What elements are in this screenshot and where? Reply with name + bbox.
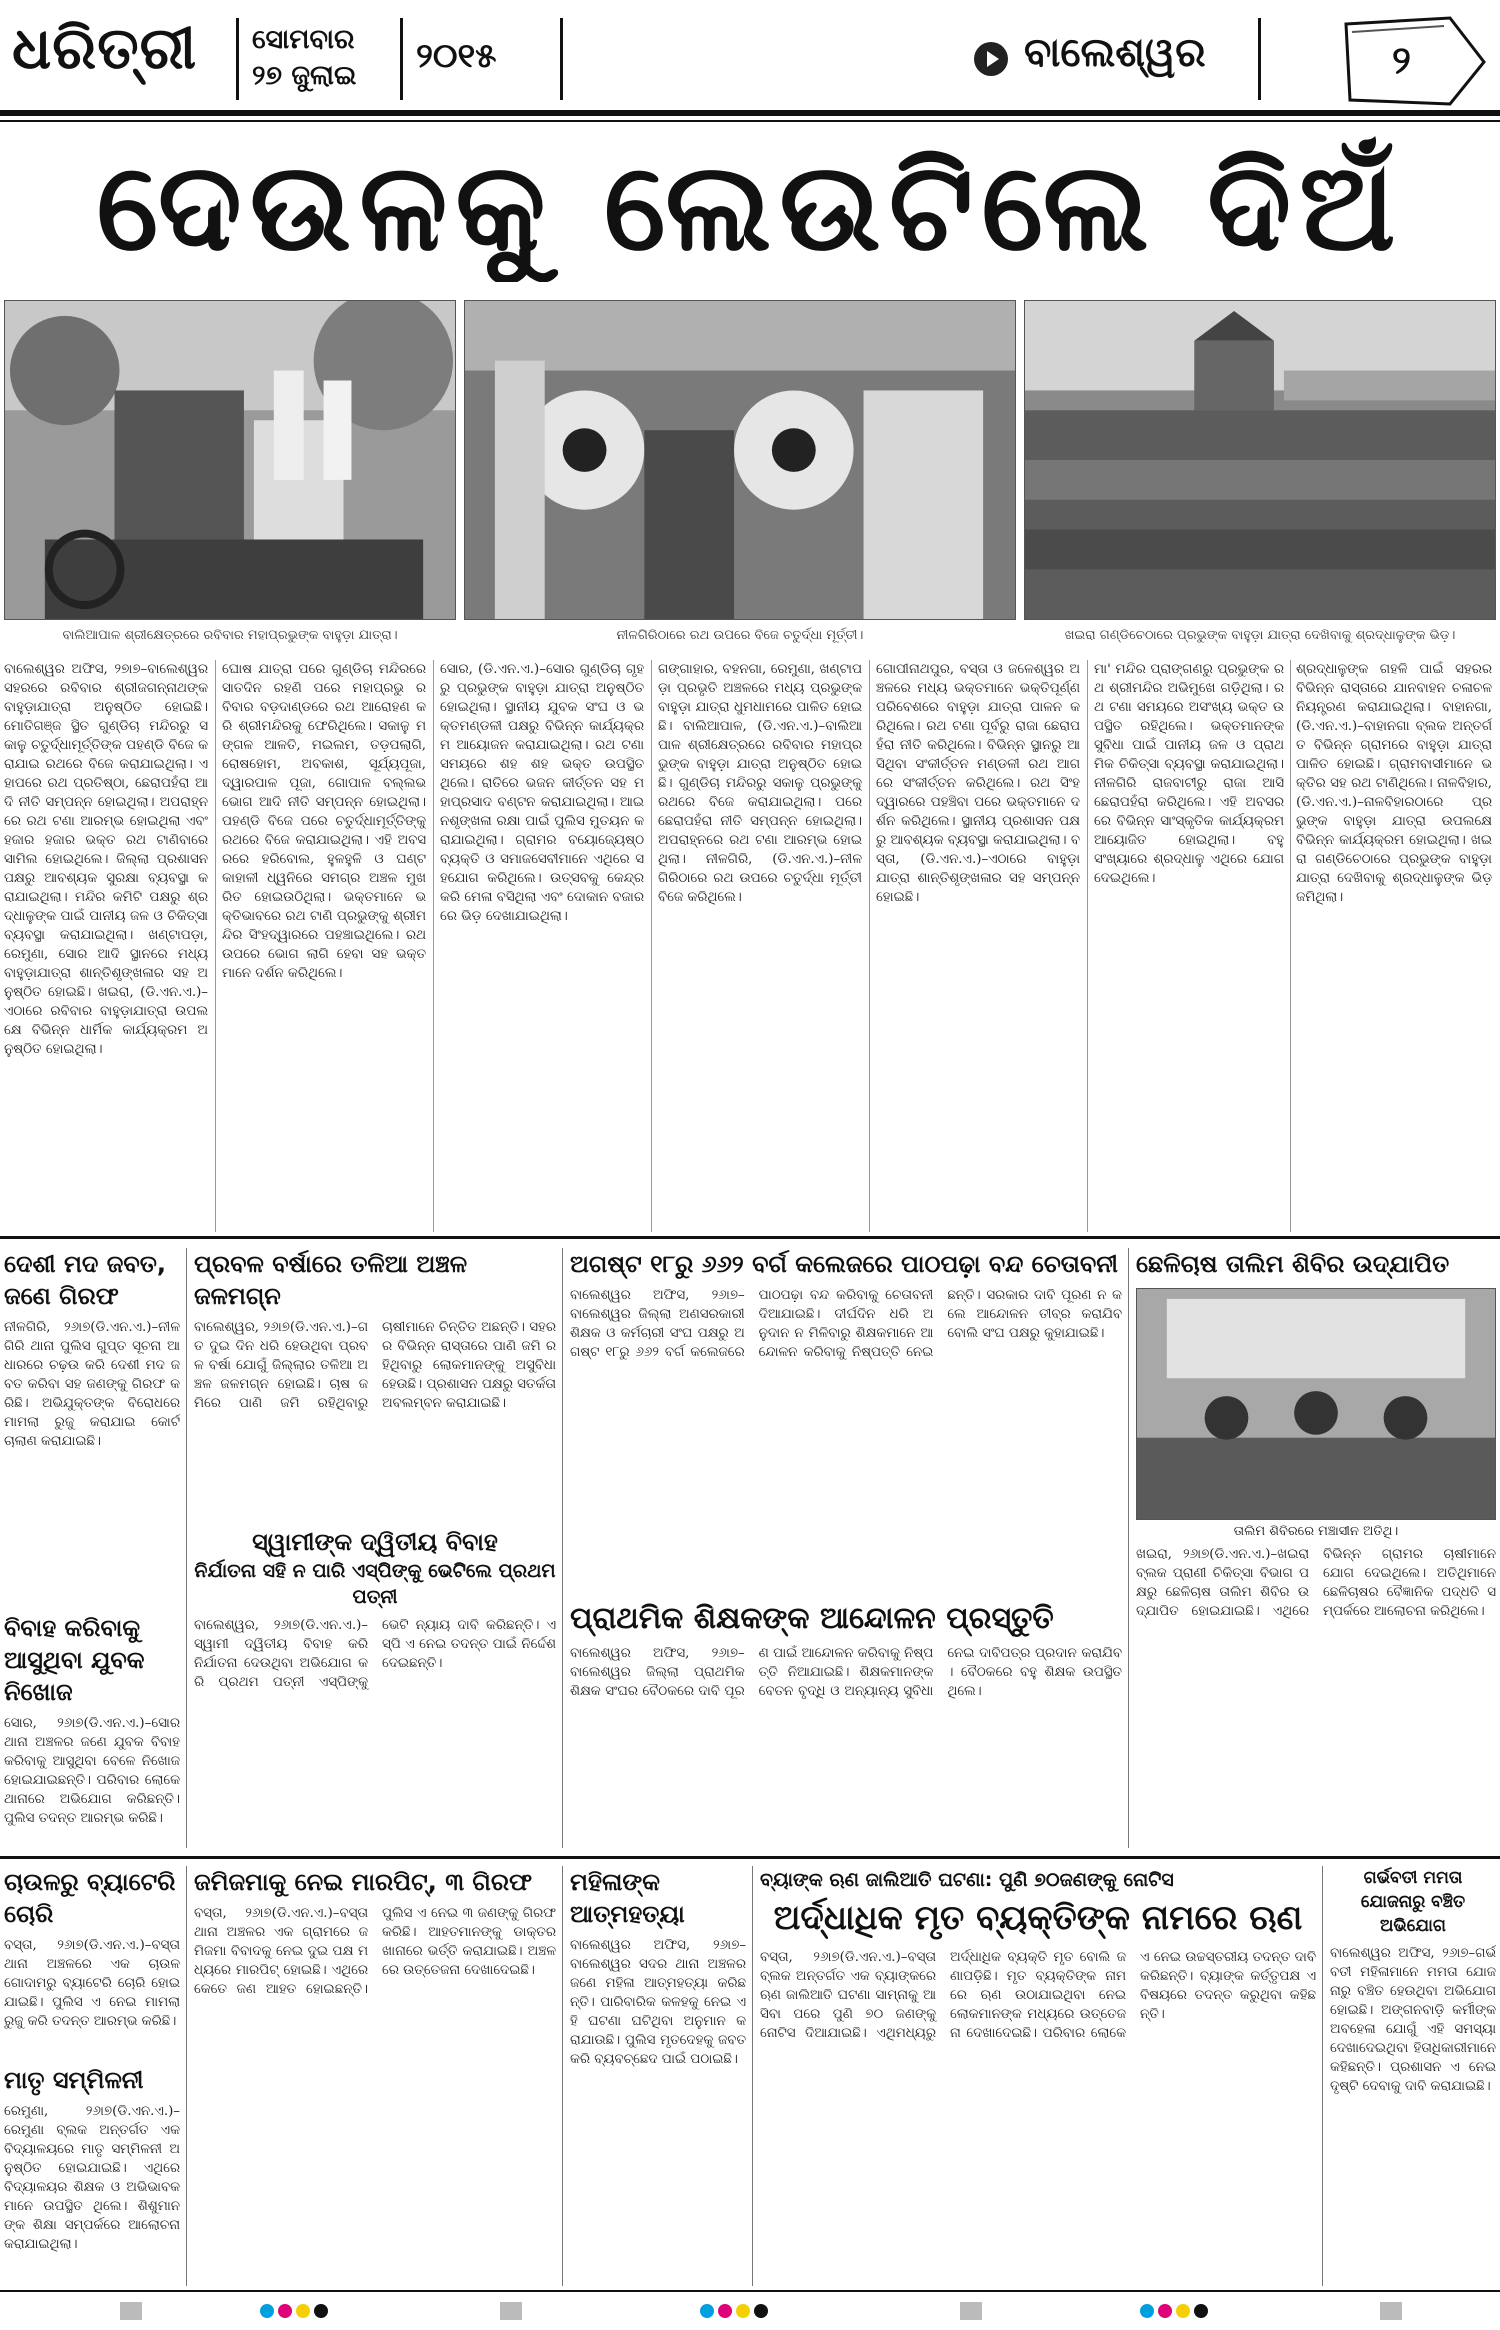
story-text: ବାଲେଶ୍ୱର ଅଫିସ, ୨୬ା୭–ବାଲେଶ୍ୱର ଜିଲ୍ଲା ଅଣସରକାରୀ ଶିକ୍ଷକ ଓ କର୍ମଚାରୀ ସଂଘ ପକ୍ଷରୁ ଅଗଷ୍ଟ ୧୮ରୁ ୬୬୨ ବର୍ଗ କଲେଜରେ ପାଠପଢ଼ା ବନ୍ଦ କରିବାକୁ ଚେତାବନୀ ଦିଆଯାଇଛି। ଦୀର୍ଘଦିନ ଧରି ଅନୁଦାନ ନ ମିଳିବାରୁ ଶିକ୍ଷକମାନେ ଆନ୍ଦୋଳନ କରିବାକୁ ନିଷ୍ପତ୍ତି ନେଇଛନ୍ତି। ସରକାର ଦାବି ପୂରଣ ନ କଲେ ଆନ୍ଦୋଳନ ତୀବ୍ର କରାଯିବ ବୋଲି ସଂଘ ପକ୍ଷରୁ କୁହାଯାଇଛି।: [570, 1288, 1122, 1360]
story-title: ବିବାହ କରିବାକୁ ଆସୁଥିବା ଯୁବକ ନିଖୋଜ: [4, 1614, 145, 1706]
footer-rule: [0, 2290, 1500, 2292]
story-text: ବାଲେଶ୍ୱର, ୨୬ା୭(ଡି.ଏନ.ଏ.)–ଗତ ଦୁଇ ଦିନ ଧରି ହେଉଥିବା ପ୍ରବଳ ବର୍ଷା ଯୋଗୁଁ ଜିଲ୍ଲାର ତଳିଆ ଅଞ୍ଚଳ ଜଳମଗ୍ନ ହୋଇଛି। ଚାଷ ଜମିରେ ପାଣି ଜମି ରହିଥିବାରୁ ଚାଷୀମାନେ ଚିନ୍ତିତ ଅଛନ୍ତି। ସହରର ବିଭିନ୍ନ ରାସ୍ତାରେ ପାଣି ଜମି ରହିଥିବାରୁ ଲୋକମାନଙ୍କୁ ଅସୁବିଧା ହେଉଛି। ପ୍ରଶାସନ ପକ୍ଷରୁ ସତର୍କତା ଅବଲମ୍ବନ କରାଯାଇଛି।: [194, 1320, 556, 1411]
story-land-dispute: [194, 1866, 556, 2286]
story-column: ଗଙ୍ଗାହାର, ବହନଗା, ରେମୁଣା, ଖଣ୍ଟାପଡ଼ା ପ୍ରଭୃତି ଅଞ୍ଚଳରେ ମଧ୍ୟ ପ୍ରଭୁଙ୍କ ବାହୁଡ଼ା ଯାତ୍ରା ଧୁମଧାମରେ ପାଳିତ ହୋଇଛି। ବାଲିଆପାଳ, (ଡି.ଏନ.ଏ.)–ବାଲିଆପାଳ ଶ୍ରୀକ୍ଷେତ୍ରରେ ରବିବାର ମହାପ୍ରଭୁଙ୍କ ବାହୁଡ଼ା ଯାତ୍ରା ଅନୁଷ୍ଠିତ ହୋଇଛି। ଗୁଣ୍ଡିଚା ମନ୍ଦିରରୁ ସକାଳୁ ପ୍ରଭୁଙ୍କୁ ରଥରେ ବିଜେ କରାଯାଇଥିଲା। ପରେ ଛେରାପହଁରା ନୀତି ସମ୍ପନ୍ନ ହୋଇଥିଲା। ଅପରାହ୍ନରେ ରଥ ଟଣା ଆରମ୍ଭ ହୋଇଥିଲା। ନୀଳଗିରି, (ଡି.ଏନ.ଏ.)–ନୀଳଗିରିଠାରେ ରଥ ଉପରେ ଚତୁର୍ଦ୍ଧା ମୂର୍ତ୍ତୀ ବିଜେ କରିଥିଲେ।: [658, 662, 862, 905]
column-rule: [1128, 1248, 1129, 1848]
story-text: ରେମୁଣା, ୨୬ା୭(ଡି.ଏନ.ଏ.)–ରେମୁଣା ବ୍ଲକ ଅନ୍ତର୍ଗତ ଏକ ବିଦ୍ୟାଳୟରେ ମାତୃ ସମ୍ମିଳନୀ ଅନୁଷ୍ଠିତ ହୋଇଯାଇଛି। ଏଥିରେ ବିଦ୍ୟାଳୟର ଶିକ୍ଷକ ଓ ଅଭିଭାବକମାନେ ଉପସ୍ଥିତ ଥିଲେ। ଶିଶୁମାନଙ୍କ ଶିକ୍ଷା ସମ୍ପର୍କରେ ଆଲୋଚନା କରାଯାଇଥିଲା।: [4, 2104, 180, 2252]
masthead-rule-thin: [0, 120, 1500, 122]
story-title: ଅଗଷ୍ଟ ୧୮ରୁ ୬୬୨ ବର୍ଗ କଲେଜରେ ପାଠପଢ଼ା ବନ୍ଦ ଚେତାବନୀ: [570, 1250, 1118, 1278]
story-title: ମାତୃ ସମ୍ମିଳନୀ: [4, 2066, 144, 2094]
issue-year: ୨୦୧୫: [416, 36, 497, 76]
yellow-dot: [736, 2304, 750, 2318]
gray-mark: [1380, 2302, 1402, 2320]
divider: [236, 18, 239, 100]
issue-date: ୨୭ ଜୁଲାଇ: [252, 60, 357, 91]
photo-training-camp: [1136, 1288, 1496, 1520]
photo-caption: ତାଲିମ ଶିବିରରେ ମଞ୍ଚାସୀନ ଅତିଥି।: [1233, 1524, 1399, 1539]
photo-caption: ନୀଳଗିରିଠାରେ ରଥ ଉପରେ ବିଜେ ଚତୁର୍ଦ୍ଧା ମୂର୍ତ୍ତୀ।: [616, 628, 864, 643]
photo-crowd-khaira: [1024, 300, 1496, 620]
story-text: ସୋର, ୨୬ା୭(ଡି.ଏନ.ଏ.)–ସୋର ଥାନା ଅଞ୍ଚଳର ଜଣେ ଯୁବକ ବିବାହ କରିବାକୁ ଆସୁଥିବା ବେଳେ ନିଖୋଜ ହୋଇଯାଇଛନ୍ତି। ପରିବାର ଲୋକେ ଥାନାରେ ଅଭିଯୋଗ କରିଛନ୍ତି। ପୁଲିସ ତଦନ୍ତ ଆରମ୍ଭ କରିଛି।: [4, 1716, 180, 1826]
column-rule: [651, 660, 652, 1232]
story-liquor-seized: [4, 1248, 180, 1604]
photo-deities-nilagiri: [464, 300, 1016, 620]
gray-mark: [120, 2302, 142, 2320]
column-rule: [562, 1866, 563, 2286]
play-icon: [974, 42, 1008, 76]
story-goat-farming: [1136, 1248, 1496, 1848]
story-text: ବାଲେଶ୍ୱର ଅଫିସ, ୨୬ା୭–ଗର୍ଭବତୀ ମହିଳାମାନେ ମମତା ଯୋଜନାରୁ ବଞ୍ଚିତ ହେଉଥିବା ଅଭିଯୋଗ ହୋଇଛି। ଅଙ୍ଗନବାଡ଼ି କର୍ମୀଙ୍କ ଅବହେଳା ଯୋଗୁଁ ଏହି ସମସ୍ୟା ଦେଖାଦେଇଥିବା ହିତାଧିକାରୀମାନେ କହିଛନ୍ତି। ପ୍ରଶାସନ ଏ ନେଇ ଦୃଷ୍ଟି ଦେବାକୁ ଦାବି କରାଯାଇଛି।: [1330, 1946, 1496, 2094]
column-rule: [1290, 660, 1291, 1232]
column-rule: [869, 660, 870, 1232]
masthead: [0, 0, 1500, 118]
story-woman-suicide: [570, 1866, 746, 2286]
divider: [1258, 18, 1261, 100]
story-college-closure: [570, 1248, 1122, 1594]
story-second-marriage: [194, 1526, 556, 1848]
story-column: ଗୋପୀନାଥପୁର, ବସ୍ତା ଓ ଜଳେଶ୍ୱର ଅଞ୍ଚଳରେ ମଧ୍ୟ ଭକ୍ତମାନେ ଭକ୍ତିପୂର୍ଣ୍ଣ ପରିବେଶରେ ବାହୁଡ଼ା ଯାତ୍ରା ପାଳନ କରିଥିଲେ। ରଥ ଟଣା ପୂର୍ବରୁ ରାଜା ଛେରାପହଁରା ନୀତି କରିଥିଲେ। ବିଭିନ୍ନ ସ୍ଥାନରୁ ଆସିଥିବା ସଂକୀର୍ତ୍ତନ ମଣ୍ଡଳୀ ରଥ ଆଗରେ ସଂକୀର୍ତ୍ତନ କରିଥିଲେ। ରଥ ସିଂହଦ୍ୱାରରେ ପହଞ୍ଚିବା ପରେ ଭକ୍ତମାନେ ଦର୍ଶନ କରିଥିଲେ। ସ୍ଥାନୀୟ ପ୍ରଶାସନ ପକ୍ଷରୁ ଆବଶ୍ୟକ ବ୍ୟବସ୍ଥା କରାଯାଇଥିଲା। ବସ୍ତା, (ଡି.ଏନ.ଏ.)–ଏଠାରେ ବାହୁଡ଼ା ଯାତ୍ରା ଶାନ୍ତିଶୃଙ୍ଖଳାର ସହ ସମ୍ପନ୍ନ ହୋଇଛି।: [876, 662, 1080, 905]
story-mother-meet: [4, 2064, 180, 2286]
story-text: ନୀଳଗିରି, ୨୬ା୭(ଡି.ଏନ.ଏ.)–ନୀଳଗିରି ଥାନା ପୁଲିସ ଗୁପ୍ତ ସୂଚନା ଆଧାରରେ ଚଢ଼ଉ କରି ଦେଶୀ ମଦ ଜବତ କରିବା ସହ ଜଣଙ୍କୁ ଗିରଫ କରିଛି। ଅଭିଯୁକ୍ତଙ୍କ ବିରୋଧରେ ମାମଲା ରୁଜୁ କରାଯାଇ କୋର୍ଟ ଚାଲାଣ କରାଯାଇଛି।: [4, 1320, 180, 1449]
black-dot: [1194, 2304, 1208, 2318]
gray-mark: [500, 2302, 522, 2320]
story-title: ପ୍ରବଳ ବର୍ଷାରେ ତଳିଆ ଅଞ୍ଚଳ ଜଳମଗ୍ନ: [194, 1250, 468, 1310]
main-headline: ଦେଉଳକୁ ଲେଉଟିଲେ ଦିଅଁ: [96, 136, 1404, 278]
story-text: ବସ୍ତା, ୨୬ା୭(ଡି.ଏନ.ଏ.)–ବସ୍ତା ଥାନା ଅଞ୍ଚଳରେ ଏକ ଚାଉଳ ଗୋଦାମରୁ ବ୍ୟାଟେରି ଚୋରି ହୋଇଯାଇଛି। ପୁଲିସ ଏ ନେଇ ମାମଲା ରୁଜୁ କରି ତଦନ୍ତ ଆରମ୍ଭ କରିଛି।: [4, 1938, 180, 2029]
story-mamata-scheme: [1330, 1866, 1496, 2286]
story-column: ସୋର, (ଡି.ଏନ.ଏ.)–ସୋର ଗୁଣ୍ଡିଚା ଗୃହରୁ ପ୍ରଭୁଙ୍କ ବାହୁଡ଼ା ଯାତ୍ରା ଅନୁଷ୍ଠିତ ହୋଇଥିଲା। ସ୍ଥାନୀୟ ଯୁବକ ସଂଘ ଓ ଭକ୍ତମଣ୍ଡଳୀ ପକ୍ଷରୁ ବିଭିନ୍ନ କାର୍ଯ୍ୟକ୍ରମ ଆୟୋଜନ କରାଯାଇଥିଲା। ରଥ ଟଣା ସମୟରେ ଶହ ଶହ ଭକ୍ତ ଉପସ୍ଥିତ ଥିଲେ। ରାତିରେ ଭଜନ କୀର୍ତ୍ତନ ସହ ମହାପ୍ରସାଦ ବଣ୍ଟନ କରାଯାଇଥିଲା। ଆଇନଶୃଙ୍ଖଳା ରକ୍ଷା ପାଇଁ ପୁଲିସ ମୁତୟନ କରାଯାଇଥିଲା। ଗ୍ରାମର ବୟୋଜ୍ୟେଷ୍ଠ ବ୍ୟକ୍ତି ଓ ସମାଜସେବୀମାନେ ଏଥିରେ ସହଯୋଗ କରିଥିଲେ। ଉତ୍ସବକୁ କେନ୍ଦ୍ର କରି ମେଳା ବସିଥିଲା ଏବଂ ଦୋକାନ ବଜାରରେ ଭିଡ଼ ଦେଖାଯାଇଥିଲା।: [440, 662, 644, 924]
column-rule: [752, 1866, 753, 2286]
print-marks: [0, 2294, 1500, 2330]
column-rule: [215, 660, 216, 1232]
main-story: [4, 660, 1496, 1232]
story-title: ଅର୍ଦ୍ଧାଧିକ ମୃତ ବ୍ୟକ୍ତିଙ୍କ ନାମରେ ଋଣ: [773, 1898, 1303, 1938]
story-title: ସ୍ୱାମୀଙ୍କ ଦ୍ୱିତୀୟ ବିବାହ: [252, 1528, 498, 1556]
column-rule: [1087, 660, 1088, 1232]
story-title: ଜମିଜମାକୁ ନେଇ ମାରପିଟ୍, ୩ ଗିରଫ: [194, 1868, 533, 1896]
story-text: ବସ୍ତା, ୨୬ା୭(ଡି.ଏନ.ଏ.)–ବସ୍ତା ବ୍ଲକ ଅନ୍ତର୍ଗତ ଏକ ବ୍ୟାଙ୍କରେ ଋଣ ଜାଲିଆତି ଘଟଣା ସାମ୍ନାକୁ ଆସିବା ପରେ ପୁଣି ୭୦ ଜଣଙ୍କୁ ନୋଟିସ ଦିଆଯାଇଛି। ଏଥିମଧ୍ୟରୁ ଅର୍ଦ୍ଧାଧିକ ବ୍ୟକ୍ତି ମୃତ ବୋଲି ଜଣାପଡ଼ିଛି। ମୃତ ବ୍ୟକ୍ତିଙ୍କ ନାମରେ ଋଣ ଉଠାଯାଇଥିବା ନେଇ ଲୋକମାନଙ୍କ ମଧ୍ୟରେ ଉତ୍ତେଜନା ଦେଖାଦେଇଛି। ପରିବାର ଲୋକେ ଏ ନେଇ ଉଚ୍ଚସ୍ତରୀୟ ତଦନ୍ତ ଦାବି କରିଛନ୍ତି। ବ୍ୟାଙ୍କ କର୍ତ୍ତୃପକ୍ଷ ଏ ବିଷୟରେ ତଦନ୍ତ କରୁଥିବା କହିଛନ୍ତି।: [760, 1950, 1316, 2041]
story-column: ମା' ମନ୍ଦିର ପ୍ରାଙ୍ଗଣରୁ ପ୍ରଭୁଙ୍କ ରଥ ଶ୍ରୀମନ୍ଦିର ଅଭିମୁଖେ ଗଡ଼ିଥିଲା। ରଥ ଟଣା ସମୟରେ ଅସଂଖ୍ୟ ଭକ୍ତ ଉପସ୍ଥିତ ରହିଥିଲେ। ଭକ୍ତମାନଙ୍କ ସୁବିଧା ପାଇଁ ପାନୀୟ ଜଳ ଓ ପ୍ରାଥମିକ ଚିକିତ୍ସା ବ୍ୟବସ୍ଥା କରାଯାଇଥିଲା। ନୀଳଗିରି ରାଜବାଟୀରୁ ରାଜା ଆସି ଛେରାପହଁରା କରିଥିଲେ। ଏହି ଅବସରରେ ବିଭିନ୍ନ ସାଂସ୍କୃତିକ କାର୍ଯ୍ୟକ୍ରମ ଆୟୋଜିତ ହୋଇଥିଲା। ବହୁ ସଂଖ୍ୟାରେ ଶ୍ରଦ୍ଧାଳୁ ଏଥିରେ ଯୋଗଦେଇଥିଲେ।: [1094, 662, 1284, 886]
cyan-dot: [700, 2304, 714, 2318]
photo-caption: ବାଲିଆପାଳ ଶ୍ରୀକ୍ଷେତ୍ରରେ ରବିବାର ମହାପ୍ରଭୁଙ୍କ ବାହୁଡ଼ା ଯାତ୍ରା।: [62, 628, 398, 643]
story-youth-missing: [4, 1612, 180, 1848]
story-title: ଦେଶୀ ମଦ ଜବତ, ଜଣେ ଗିରଫ: [4, 1250, 166, 1310]
story-column: ଶ୍ରଦ୍ଧାଳୁଙ୍କ ଗହଳି ପାଇଁ ସହରର ବିଭିନ୍ନ ରାସ୍ତାରେ ଯାନବାହନ ଚଳାଚଳ ନିୟନ୍ତ୍ରଣ କରାଯାଇଥିଲା। ବାହାନଗା, (ଡି.ଏନ.ଏ.)–ବାହାନଗା ବ୍ଲକ ଅନ୍ତର୍ଗତ ବିଭିନ୍ନ ଗ୍ରାମରେ ବାହୁଡ଼ା ଯାତ୍ରା ପାଳିତ ହୋଇଛି। ଗ୍ରାମବାସୀମାନେ ଭକ୍ତିର ସହ ରଥ ଟାଣିଥିଲେ। ନାଳବିହାର, (ଡି.ଏନ.ଏ.)–ନାଳବିହାରଠାରେ ପ୍ରଭୁଙ୍କ ବାହୁଡ଼ା ଯାତ୍ରା ଉପଲକ୍ଷେ ବିଭିନ୍ନ କାର୍ଯ୍ୟକ୍ରମ ହୋଇଥିଲା। ଖଇରା ଗଣ୍ଡିଚେଠାରେ ପ୍ରଭୁଙ୍କ ବାହୁଡ଼ା ଯାତ୍ରା ଦେଖିବାକୁ ଶ୍ରଦ୍ଧାଳୁଙ୍କ ଭିଡ଼ ଜମିଥିଲା।: [1296, 662, 1492, 905]
photo-rath-baliapal: [4, 300, 456, 620]
story-title: ପ୍ରାଥମିକ ଶିକ୍ଷକଙ୍କ ଆନ୍ଦୋଳନ ପ୍ରସ୍ତୁତି: [570, 1601, 1054, 1636]
column-rule: [1322, 1866, 1323, 2286]
story-text: ଖଇରା, ୨୬ା୭(ଡି.ଏନ.ଏ.)–ଖଇରା ବ୍ଲକ ପ୍ରାଣୀ ଚିକିତ୍ସା ବିଭାଗ ପକ୍ଷରୁ ଛେଳିଚାଷ ତାଲିମ ଶିବିର ଉଦ୍‌ଯାପିତ ହୋଇଯାଇଛି। ଏଥିରେ ବିଭିନ୍ନ ଗ୍ରାମର ଚାଷୀମାନେ ଯୋଗ ଦେଇଥିଲେ। ଅତିଥିମାନେ ଛେଳିଚାଷର ବୈଜ୍ଞାନିକ ପଦ୍ଧତି ସମ୍ପର୍କରେ ଆଲୋଚନା କରିଥିଲେ।: [1136, 1547, 1496, 1619]
newspaper-logo: ଧରିତ୍ରୀ: [12, 14, 198, 82]
black-dot: [754, 2304, 768, 2318]
story-text: ବାଲେଶ୍ୱର, ୨୬ା୭(ଡି.ଏନ.ଏ.)–ସ୍ୱାମୀ ଦ୍ୱିତୀୟ ବିବାହ କରି ନିର୍ଯାତନା ଦେଉଥିବା ଅଭିଯୋଗ କରି ପ୍ରଥମ ପତ୍ନୀ ଏସ୍‌ପିଙ୍କୁ ଭେଟି ନ୍ୟାୟ ଦାବି କରିଛନ୍ତି। ଏସ୍‌ପି ଏ ନେଇ ତଦନ୍ତ ପାଇଁ ନିର୍ଦ୍ଦେଶ ଦେଇଛନ୍ତି।: [194, 1618, 556, 1690]
edition-name: ବାଲେଶ୍ୱର: [1024, 30, 1206, 76]
story-column: ଘୋଷ ଯାତ୍ରା ପରେ ଗୁଣ୍ଡିଚା ମନ୍ଦିରରେ ସାତଦିନ ରହଣି ପରେ ମହାପ୍ରଭୁ ରବିବାର ବଡ଼ଦାଣ୍ଡରେ ରଥ ଆରୋହଣ କରି ଶ୍ରୀମନ୍ଦିରକୁ ଫେରିଥିଲେ। ସକାଳୁ ମଙ୍ଗଳ ଆଳତି, ମଇଲମ, ତଡ଼ପଲାଗି, ରୋଷହୋମ, ଅବକାଶ, ସୂର୍ଯ୍ୟପୂଜା, ଦ୍ୱାରପାଳ ପୂଜା, ଗୋପାଳ ବଲ୍ଲଭ ଭୋଗ ଆଦି ନୀତି ସମ୍ପନ୍ନ ହୋଇଥିଲା। ପହଣ୍ଡି ବିଜେ ପରେ ଚତୁର୍ଦ୍ଧାମୂର୍ତ୍ତିଙ୍କୁ ରଥରେ ବିଜେ କରାଯାଇଥିଲା। ଏହି ଅବସରରେ ହରିବୋଲ, ହୁଳହୁଳି ଓ ଘଣ୍ଟ କାହାଳୀ ଧ୍ୱନିରେ ସମଗ୍ର ଅଞ୍ଚଳ ମୁଖରିତ ହୋଇଉଠିଥିଲା। ଭକ୍ତମାନେ ଭକ୍ତିଭାବରେ ରଥ ଟାଣି ପ୍ରଭୁଙ୍କୁ ଶ୍ରୀମନ୍ଦିର ସିଂହଦ୍ୱାରରେ ପହଞ୍ଚାଇଥିଲେ। ରଥ ଉପରେ ଭୋଗ ଲାଗି ହେବା ସହ ଭକ୍ତମାନେ ଦର୍ଶନ କରିଥିଲେ।: [222, 662, 426, 981]
story-battery-theft: [4, 1866, 180, 2056]
issue-day: [252, 22, 356, 94]
photo-caption: ଖଇରା ଗଣ୍ଡିଚେଠାରେ ପ୍ରଭୁଙ୍କ ବାହୁଡ଼ା ଯାତ୍ରା ଦେଖିବାକୁ ଶ୍ରଦ୍ଧାଳୁଙ୍କ ଭିଡ଼।: [1064, 628, 1456, 643]
column-rule: [433, 660, 434, 1232]
magenta-dot: [278, 2304, 292, 2318]
issue-weekday: ସୋମବାର: [252, 24, 355, 55]
story-subtitle: ନିର୍ଯାତନା ସହି ନ ପାରି ଏସ୍‌ପିଙ୍କୁ ଭେଟିଲେ ପ୍ରଥମ ପତ୍ନୀ: [194, 1560, 556, 1608]
page-number-box: [1340, 14, 1490, 110]
story-column: ବାଲେଶ୍ୱର ଅଫିସ, ୨୭ା୭–ବାଲେଶ୍ୱର ସହରରେ ରବିବାର ଶ୍ରୀଜଗନ୍ନାଥଙ୍କ ବାହୁଡ଼ାଯାତ୍ରା ଅନୁଷ୍ଠିତ ହୋଇଛି। ମୋତିଗଞ୍ଜ ସ୍ଥିତ ଗୁଣ୍ଡିଚା ମନ୍ଦିରରୁ ସକାଳୁ ଚତୁର୍ଦ୍ଧାମୂର୍ତ୍ତିଙ୍କ ପହଣ୍ଡି ବିଜେ କରାଯାଇ ରଥରେ ବିଜେ କରାଯାଇଥିଲା। ଏହାପରେ ରଥ ପ୍ରତିଷ୍ଠା, ଛେରାପହଁରା ଆଦି ନୀତି ସମ୍ପନ୍ନ ହୋଇଥିଲା। ଅପରାହ୍ନରେ ରଥ ଟଣା ଆରମ୍ଭ ହୋଇଥିଲା ଏବଂ ହଜାର ହଜାର ଭକ୍ତ ରଥ ଟାଣିବାରେ ସାମିଲ ହୋଇଥିଲେ। ଜିଲ୍ଲା ପ୍ରଶାସନ ପକ୍ଷରୁ ଆବଶ୍ୟକ ସୁରକ୍ଷା ବ୍ୟବସ୍ଥା କରାଯାଇଥିଲା। ମନ୍ଦିର କମିଟି ପକ୍ଷରୁ ଶ୍ରଦ୍ଧାଳୁଙ୍କ ପାଇଁ ପାନୀୟ ଜଳ ଓ ଚିକିତ୍ସା ବ୍ୟବସ୍ଥା କରାଯାଇଥିଲା। ଖଣ୍ଟାପଡ଼ା, ରେମୁଣା, ସୋର ଆଦି ସ୍ଥାନରେ ମଧ୍ୟ ବାହୁଡ଼ାଯାତ୍ରା ଶାନ୍ତିଶୃଙ୍ଖଳାର ସହ ଅନୁଷ୍ଠିତ ହୋଇଛି। ଖଇରା, (ଡି.ଏନ.ଏ.)–ଏଠାରେ ରବିବାର ବାହୁଡ଼ାଯାତ୍ରା ଉପଲକ୍ଷେ ବିଭିନ୍ନ ଧାର୍ମିକ କାର୍ଯ୍ୟକ୍ରମ ଅନୁଷ୍ଠିତ ହୋଇଥିଲା।: [4, 662, 208, 1057]
cyan-dot: [1140, 2304, 1154, 2318]
black-dot: [314, 2304, 328, 2318]
section-rule: [0, 1856, 1500, 1859]
story-text: ବସ୍ତା, ୨୬ା୭(ଡି.ଏନ.ଏ.)–ବସ୍ତା ଥାନା ଅଞ୍ଚଳର ଏକ ଗ୍ରାମରେ ଜମିଜମା ବିବାଦକୁ ନେଇ ଦୁଇ ପକ୍ଷ ମଧ୍ୟରେ ମାରପିଟ୍ ହୋଇଛି। ଏଥିରେ କେତେ ଜଣ ଆହତ ହୋଇଛନ୍ତି। ପୁଲିସ ଏ ନେଇ ୩ ଜଣଙ୍କୁ ଗିରଫ କରିଛି। ଆହତମାନଙ୍କୁ ଡାକ୍ତରଖାନାରେ ଭର୍ତ୍ତି କରାଯାଇଛି। ଅଞ୍ଚଳରେ ଉତ୍ତେଜନା ଦେଖାଦେଇଛି।: [194, 1906, 556, 1997]
story-teacher-agitation: [570, 1600, 1122, 1848]
column-rule: [186, 1866, 187, 2286]
section-rule: [0, 1236, 1500, 1239]
page-number: ୨: [1392, 38, 1411, 82]
magenta-dot: [1158, 2304, 1172, 2318]
page-tab-icon: [1340, 14, 1490, 110]
story-title: ଛେଳିଚାଷ ତାଲିମ ଶିବିର ଉଦ୍‌ଯାପିତ: [1136, 1250, 1450, 1278]
story-text: ବାଲେଶ୍ୱର ଅଫିସ, ୨୬ା୭–ବାଲେଶ୍ୱର ଜିଲ୍ଲା ପ୍ରାଥମିକ ଶିକ୍ଷକ ସଂଘର ବୈଠକରେ ଦାବି ପୂରଣ ପାଇଁ ଆନ୍ଦୋଳନ କରିବାକୁ ନିଷ୍ପତ୍ତି ନିଆଯାଇଛି। ଶିକ୍ଷକମାନଙ୍କ ବେତନ ବୃଦ୍ଧି ଓ ଅନ୍ୟାନ୍ୟ ସୁବିଧା ନେଇ ଦାବିପତ୍ର ପ୍ରଦାନ କରାଯିବ। ବୈଠକରେ ବହୁ ଶିକ୍ଷକ ଉପସ୍ଥିତ ଥିଲେ।: [570, 1646, 1122, 1699]
column-rule: [562, 1248, 563, 1848]
story-text: ବାଲେଶ୍ୱର ଅଫିସ, ୨୬ା୭–ବାଲେଶ୍ୱର ସଦର ଥାନା ଅଞ୍ଚଳର ଜଣେ ମହିଳା ଆତ୍ମହତ୍ୟା କରିଛନ୍ତି। ପାରିବାରିକ କଳହକୁ ନେଇ ଏହି ଘଟଣା ଘଟିଥିବା ଅନୁମାନ କରାଯାଉଛି। ପୁଲିସ ମୃତଦେହକୁ ଜବତ କରି ବ୍ୟବଚ୍ଛେଦ ପାଇଁ ପଠାଇଛି।: [570, 1938, 746, 2067]
story-title: ଗର୍ଭବତୀ ମମତା ଯୋଜନାରୁ ବଞ୍ଚିତ ଅଭିଯୋଗ: [1360, 1868, 1466, 1936]
story-bank-loan-fraud: [760, 1866, 1316, 2286]
divider: [560, 18, 563, 100]
magenta-dot: [718, 2304, 732, 2318]
story-rain-flood: [194, 1248, 556, 1518]
masthead-rule: [0, 110, 1500, 116]
story-title: ମହିଳାଙ୍କ ଆତ୍ମହତ୍ୟା: [570, 1868, 685, 1928]
yellow-dot: [296, 2304, 310, 2318]
story-kicker: ବ୍ୟାଙ୍କ ଋଣ ଜାଲିଆତି ଘଟଣା: ପୁଣି ୭୦ଜଣଙ୍କୁ ନୋଟିସ: [760, 1869, 1174, 1891]
story-title: ଚାଉଳରୁ ବ୍ୟାଟେରି ଚୋରି: [4, 1868, 176, 1928]
divider: [400, 18, 403, 100]
column-rule: [186, 1248, 187, 1848]
cyan-dot: [260, 2304, 274, 2318]
gray-mark: [960, 2302, 982, 2320]
yellow-dot: [1176, 2304, 1190, 2318]
